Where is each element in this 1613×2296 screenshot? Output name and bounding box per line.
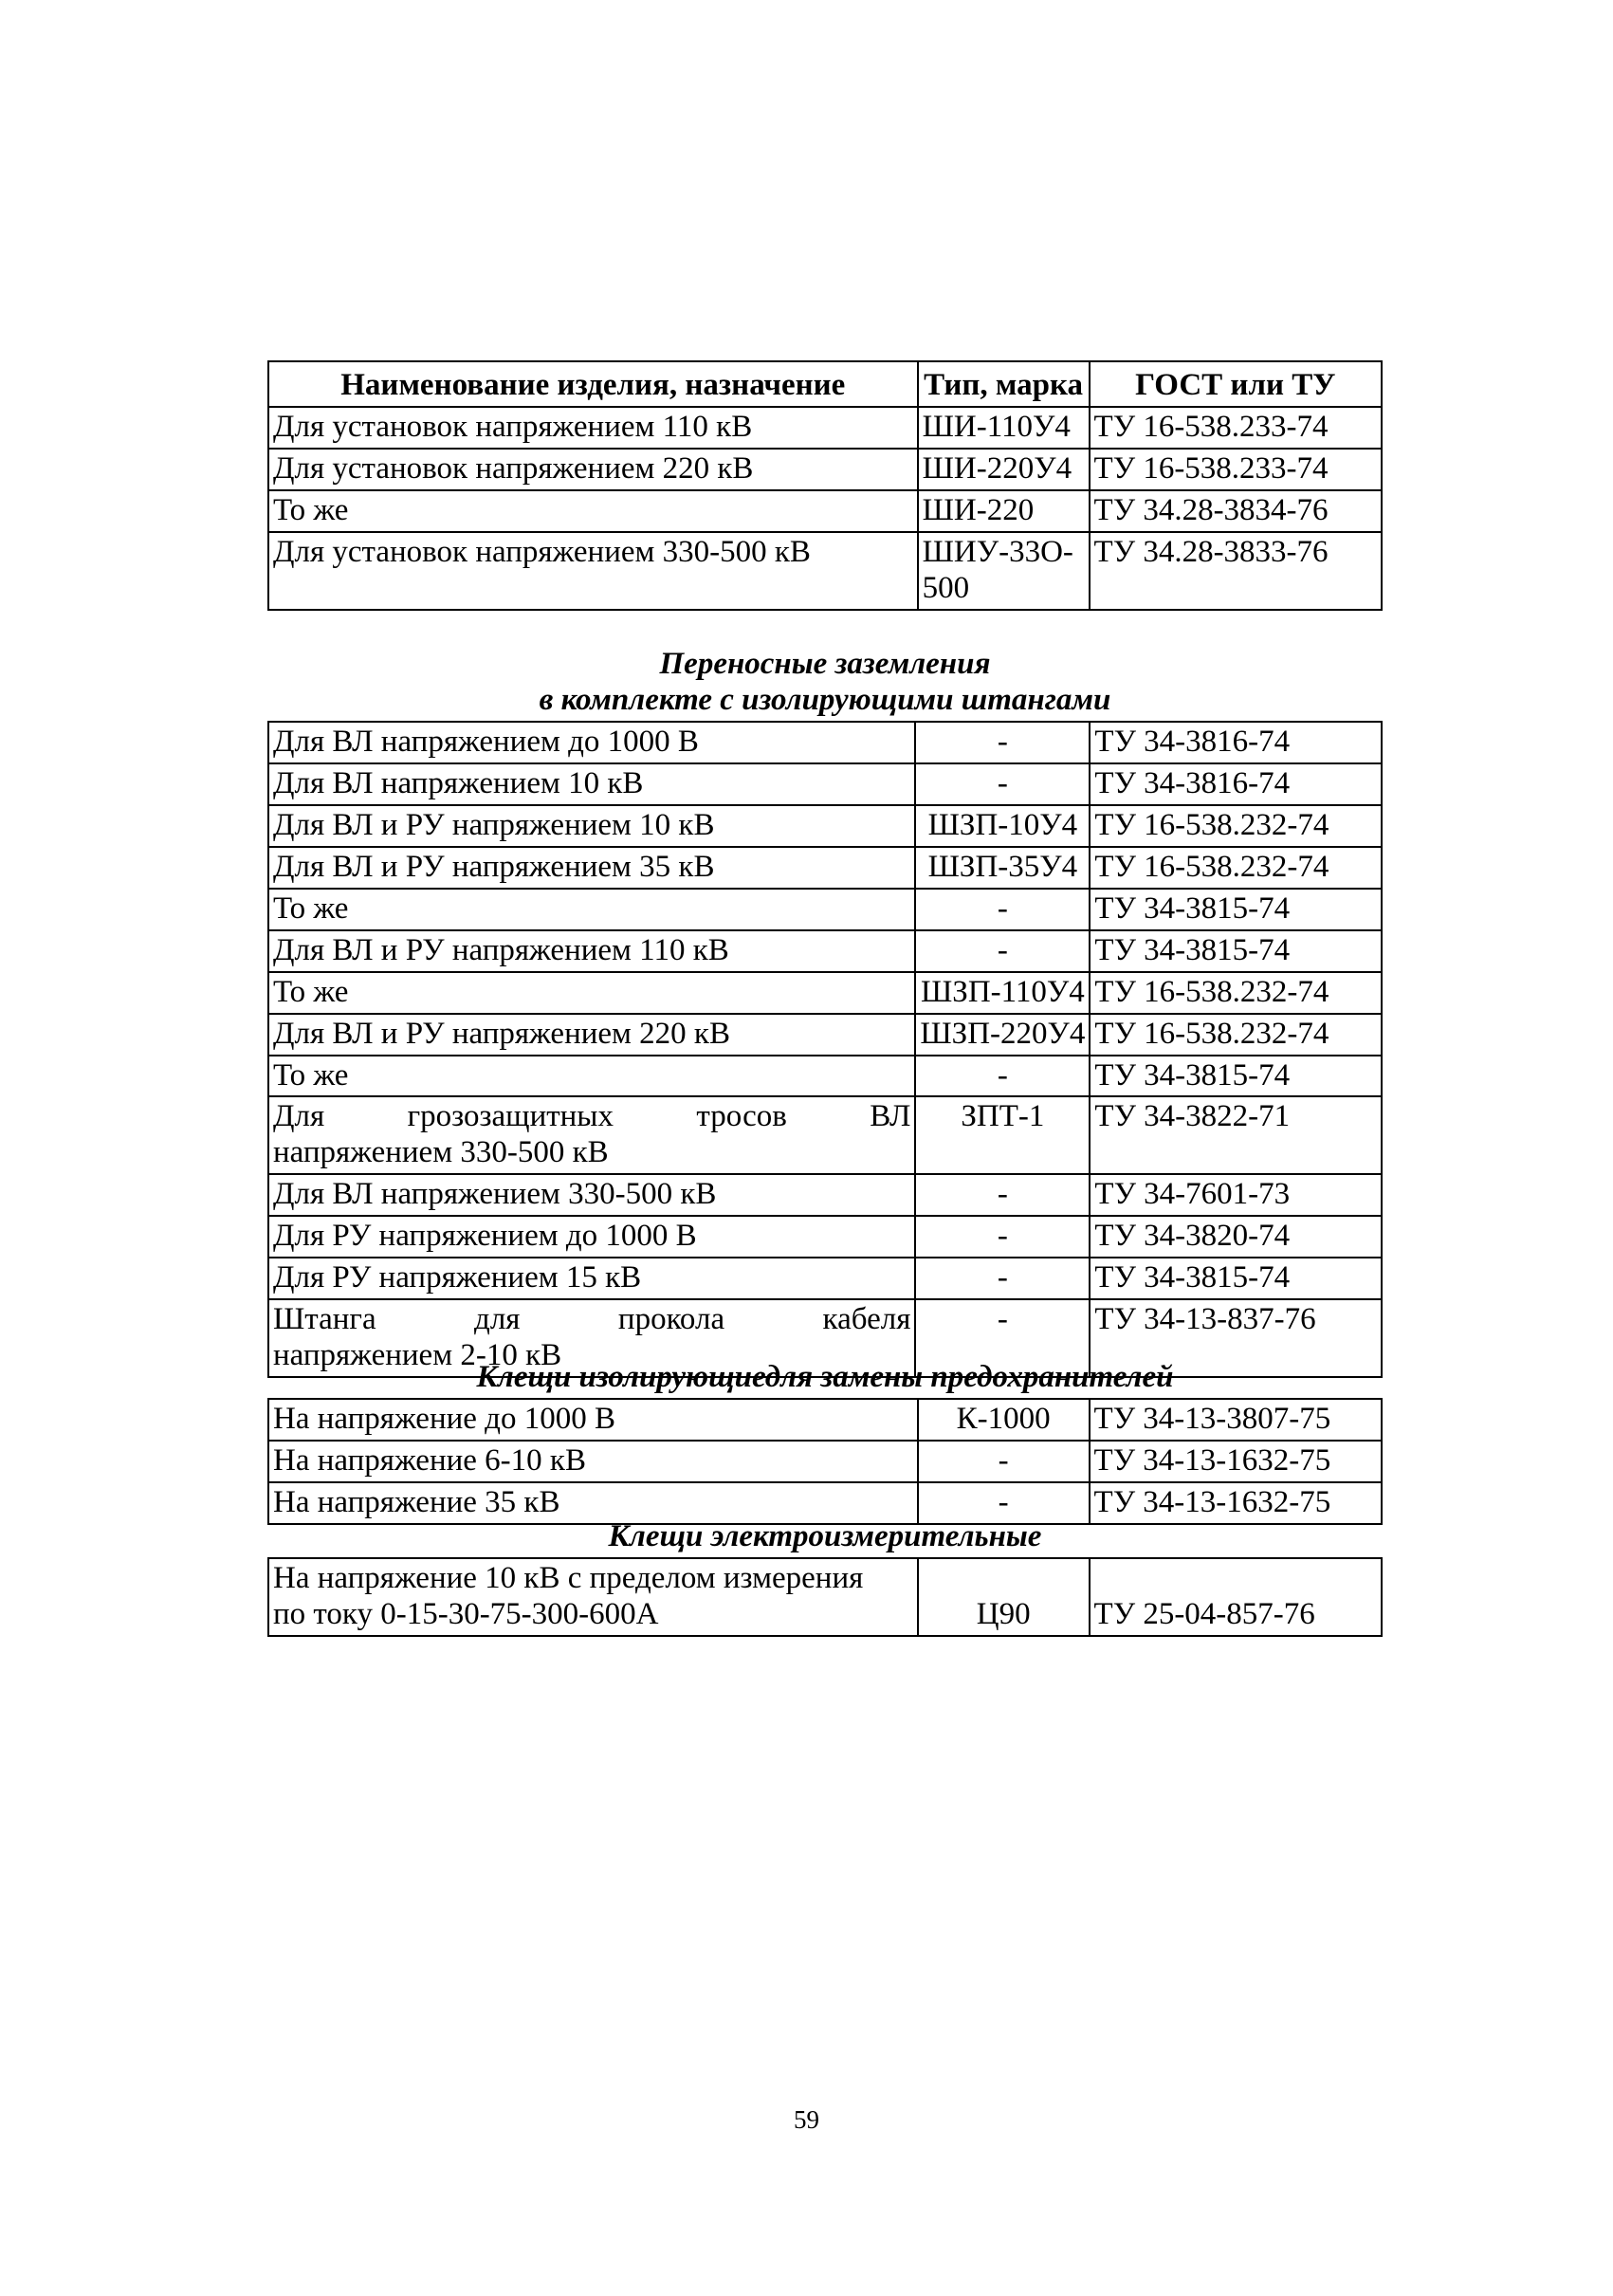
table-row	[268, 1174, 1382, 1216]
section-title-grounding	[267, 647, 1383, 719]
cell-name: Для установок напряжением 110 кВ	[268, 407, 918, 449]
table-row	[268, 407, 1382, 449]
table-row	[268, 847, 1382, 889]
cell-name: Для установок напряжением 330-500 кВ	[268, 532, 918, 610]
cell-type: -	[915, 930, 1090, 972]
table-row	[268, 805, 1382, 847]
cell-std: ТУ 34-13-1632-75	[1090, 1441, 1382, 1482]
cell-std: ТУ 34.28-3834-76	[1090, 490, 1382, 532]
cell-std: ТУ 34-3815-74	[1090, 930, 1382, 972]
table-row	[268, 722, 1382, 763]
cell-name-line: На напряжение 10 кВ с пределом измерения	[273, 1561, 864, 1595]
cell-name: Для РУ напряжением 15 кВ	[268, 1258, 915, 1299]
table-row	[268, 930, 1382, 972]
cell-type: ШИ-220	[918, 490, 1090, 532]
cell-name-line: напряжением 330-500 кВ	[273, 1135, 609, 1170]
cell-type: -	[915, 1216, 1090, 1258]
cell-std: ТУ 34-3820-74	[1090, 1216, 1382, 1258]
page-number: 59	[794, 2105, 819, 2134]
cell-name: Для ВЛ и РУ напряжением 110 кВ	[268, 930, 915, 972]
header-std: ГОСТ или ТУ	[1090, 361, 1382, 407]
table-row	[268, 490, 1382, 532]
table-row	[268, 1258, 1382, 1299]
cell-std: ТУ 16-538.232-74	[1090, 1014, 1382, 1056]
cell-type: -	[915, 1258, 1090, 1299]
cell-type: ШЗП-35У4	[915, 847, 1090, 889]
cell-name: Для ВЛ напряжением 10 кВ	[268, 763, 915, 805]
cell-std: ТУ 34-13-3807-75	[1090, 1399, 1382, 1441]
cell-std: ТУ 25-04-857-76	[1090, 1558, 1382, 1636]
cell-name: На напряжение 6-10 кВ	[268, 1441, 918, 1482]
table-row	[268, 1056, 1382, 1097]
cell-std: ТУ 34-3822-71	[1090, 1096, 1382, 1174]
cell-type: К-1000	[918, 1399, 1090, 1441]
table-header-row	[268, 361, 1382, 407]
table-row	[268, 972, 1382, 1014]
cell-std: ТУ 34-3816-74	[1090, 763, 1382, 805]
cell-name: Для РУ напряжением до 1000 В	[268, 1216, 915, 1258]
section-title-line: Переносные заземления	[659, 647, 991, 681]
table-row	[268, 1096, 1382, 1174]
cell-type: ШИУ-33О-500	[918, 532, 1090, 610]
clamp-table	[267, 1557, 1383, 1637]
cell-type: ШИ-220У4	[918, 449, 1090, 490]
cell-name-line: напряжением 2-10 кВ	[273, 1338, 562, 1373]
header-name: Наименование изделия, назначение	[268, 361, 918, 407]
pliers-table	[267, 1398, 1383, 1525]
cell-type: -	[915, 1299, 1090, 1377]
cell-type: ШЗП-110У4	[915, 972, 1090, 1014]
cell-type: -	[915, 722, 1090, 763]
cell-std: ТУ 34.28-3833-76	[1090, 532, 1382, 610]
cell-std: ТУ 16-538.232-74	[1090, 805, 1382, 847]
cell-name-line: Для грозозащитных тросов ВЛ	[273, 1099, 911, 1134]
table-row	[268, 1014, 1382, 1056]
section-title-pliers: Клещи изолирующиедля замены предохранителей	[476, 1360, 1174, 1394]
cell-name: То же	[268, 889, 915, 930]
cell-name	[268, 1558, 918, 1636]
table-row	[268, 889, 1382, 930]
rods-table	[267, 360, 1383, 611]
table-row	[268, 1558, 1382, 1636]
table-row	[268, 1441, 1382, 1482]
cell-name: Для ВЛ и РУ напряжением 220 кВ	[268, 1014, 915, 1056]
table-row	[268, 532, 1382, 610]
cell-std: ТУ 34-13-837-76	[1090, 1299, 1382, 1377]
table-row	[268, 449, 1382, 490]
cell-type: -	[918, 1482, 1090, 1524]
cell-type: ШЗП-10У4	[915, 805, 1090, 847]
cell-type: -	[915, 763, 1090, 805]
header-type: Тип, марка	[918, 361, 1090, 407]
section-title-line: в комплекте с изолирующими штангами	[539, 682, 1111, 717]
cell-type: -	[915, 1056, 1090, 1097]
table-row	[268, 1216, 1382, 1258]
cell-std: ТУ 34-3815-74	[1090, 1056, 1382, 1097]
cell-name: Для установок напряжением 220 кВ	[268, 449, 918, 490]
cell-std: ТУ 16-538.233-74	[1090, 407, 1382, 449]
section-title-clamp: Клещи электроизмерительные	[608, 1519, 1042, 1553]
cell-std: ТУ 34-3816-74	[1090, 722, 1382, 763]
cell-name: Для ВЛ напряжением до 1000 В	[268, 722, 915, 763]
cell-name: Для ВЛ и РУ напряжением 35 кВ	[268, 847, 915, 889]
cell-std: ТУ 16-538.232-74	[1090, 972, 1382, 1014]
cell-name: Для ВЛ напряжением 330-500 кВ	[268, 1174, 915, 1216]
cell-type: -	[915, 1174, 1090, 1216]
cell-name-line: Штанга для прокола кабеля	[273, 1302, 911, 1337]
cell-name: На напряжение 35 кВ	[268, 1482, 918, 1524]
cell-name	[268, 1096, 915, 1174]
cell-name: То же	[268, 972, 915, 1014]
cell-type: -	[918, 1441, 1090, 1482]
cell-std: ТУ 34-3815-74	[1090, 889, 1382, 930]
cell-name: Для ВЛ и РУ напряжением 10 кВ	[268, 805, 915, 847]
table-row	[268, 763, 1382, 805]
cell-name: То же	[268, 490, 918, 532]
cell-std: ТУ 34-7601-73	[1090, 1174, 1382, 1216]
cell-std: ТУ 34-3815-74	[1090, 1258, 1382, 1299]
cell-name: На напряжение до 1000 В	[268, 1399, 918, 1441]
cell-name-line: по току 0-15-30-75-300-600А	[273, 1596, 659, 1631]
cell-type: ШЗП-220У4	[915, 1014, 1090, 1056]
cell-std: ТУ 16-538.233-74	[1090, 449, 1382, 490]
cell-std: ТУ 16-538.232-74	[1090, 847, 1382, 889]
table-row	[268, 1482, 1382, 1524]
cell-name: То же	[268, 1056, 915, 1097]
cell-type: Ц90	[918, 1558, 1090, 1636]
cell-std: ТУ 34-13-1632-75	[1090, 1482, 1382, 1524]
cell-type: -	[915, 889, 1090, 930]
grounding-table	[267, 721, 1383, 1378]
cell-type: ЗПТ-1	[915, 1096, 1090, 1174]
table-row	[268, 1399, 1382, 1441]
cell-type: ШИ-110У4	[918, 407, 1090, 449]
